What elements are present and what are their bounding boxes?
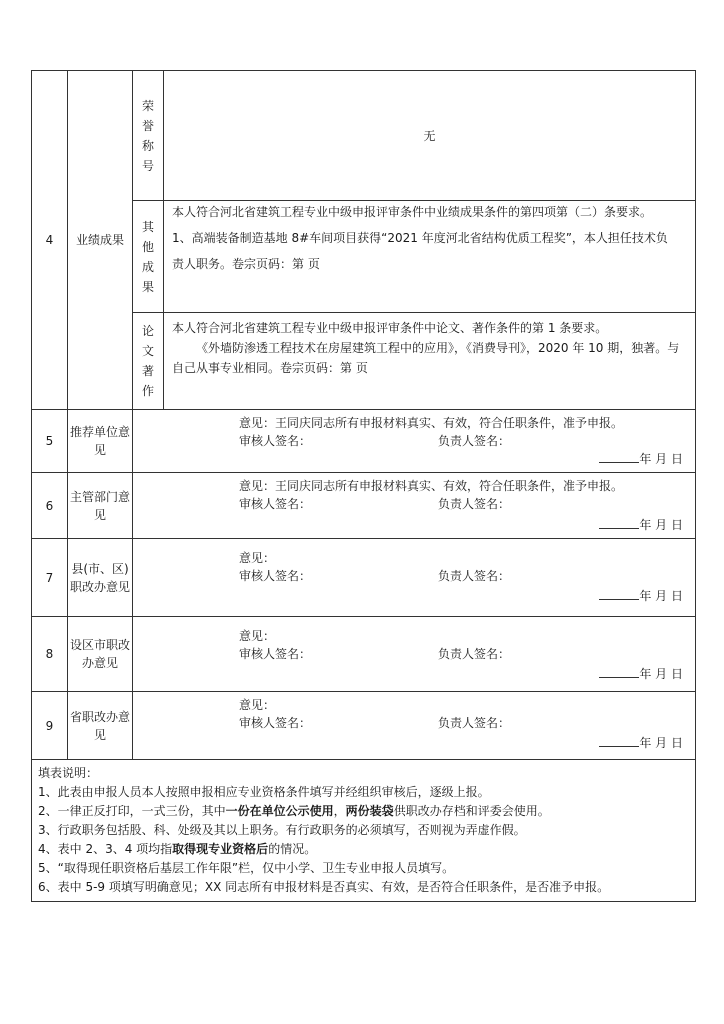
note-item [38, 802, 689, 821]
opinion-text: 意见：王同庆同志所有申报材料真实、有效，符合任职条件，准予申报。 [239, 416, 624, 430]
row-city-office [32, 617, 696, 692]
notes-cell [32, 760, 696, 902]
row-number: 7 [32, 539, 68, 617]
other-achievements-line: 责人职务。卷宗页码：第 页 [172, 257, 320, 271]
date-field [599, 587, 683, 605]
papers-line: 本人符合河北省建筑工程专业中级申报评审条件中论文、著作条件的第 1 条要求。 [172, 321, 608, 335]
row-achievements-honor [32, 71, 696, 201]
papers-label [133, 313, 164, 410]
note-text: 2、一律正反打印，一式三份，其中 [38, 804, 226, 818]
date-field [599, 450, 683, 468]
papers-line: 《外墙防渗透工程技术在房屋建筑工程中的应用》，《消费导刊》，2020 年 10 期，独著。与 [196, 341, 680, 355]
row-recommend-unit [32, 410, 696, 473]
chief-signature-label: 负责人签名： [438, 497, 511, 511]
row-province-office [32, 692, 696, 760]
opinion-text: 意见： [239, 629, 276, 643]
chief-signature-label: 负责人签名： [438, 434, 511, 448]
date-field [599, 665, 683, 683]
note-item [38, 840, 689, 859]
note-emphasis: 一份在单位公示使用 [225, 804, 334, 818]
papers-cell [164, 313, 696, 410]
note-item: 1、此表由申报人员本人按照申报相应专业资格条件填写并经组织审核后，逐级上报。 [38, 785, 490, 799]
date-label: 年 月 日 [639, 589, 683, 603]
date-field [599, 734, 683, 752]
opinion-cell [133, 473, 696, 539]
opinion-cell [133, 692, 696, 760]
note-text: 4、表中 2、3、4 项均指 [38, 842, 173, 856]
honor-title-value: 无 [164, 71, 696, 201]
row-label: 县(市、区)职改办意见 [68, 539, 133, 617]
reviewer-signature-label: 审核人签名： [239, 647, 312, 661]
other-achievements-cell [164, 201, 696, 313]
note-text: 供职改办存档和评委会使用。 [393, 804, 550, 818]
chief-signature-label: 负责人签名： [438, 647, 511, 661]
row-notes [32, 760, 696, 902]
opinion-text: 意见： [239, 551, 276, 565]
chief-signature-label: 负责人签名： [438, 716, 511, 730]
note-emphasis: 两份装袋 [345, 804, 394, 818]
opinion-text: 意见：王同庆同志所有申报材料真实、有效，符合任职条件，准予申报。 [239, 479, 624, 493]
date-label: 年 月 日 [639, 452, 683, 466]
note-text: 的情况。 [268, 842, 317, 856]
date-field [599, 516, 683, 534]
note-item: 3、行政职务包括股、科、处级及其以上职务。有行政职务的必须填写，否则视为弄虚作假。 [38, 823, 526, 837]
row-label: 省职改办意见 [68, 692, 133, 760]
row-county-office [32, 539, 696, 617]
row-number: 4 [32, 71, 68, 410]
note-text: ， [333, 804, 346, 818]
reviewer-signature-label: 审核人签名： [239, 434, 312, 448]
reviewer-signature-label: 审核人签名： [239, 497, 312, 511]
application-form-table [31, 70, 696, 902]
row-number: 5 [32, 410, 68, 473]
honor-title-label-text: 荣誉称号 [141, 98, 154, 173]
row-number: 9 [32, 692, 68, 760]
notes-title: 填表说明： [38, 766, 99, 780]
other-achievements-label-text: 其他成果 [141, 219, 154, 294]
papers-line: 自己从事专业相同。卷宗页码：第 页 [172, 361, 368, 375]
opinion-text: 意见： [239, 698, 276, 712]
date-label: 年 月 日 [639, 667, 683, 681]
reviewer-signature-label: 审核人签名： [239, 716, 312, 730]
row-number: 8 [32, 617, 68, 692]
honor-title-label [133, 71, 164, 201]
date-label: 年 月 日 [639, 518, 683, 532]
row-label: 设区市职改办意见 [68, 617, 133, 692]
other-achievements-line: 本人符合河北省建筑工程专业中级申报评审条件中业绩成果条件的第四项第（二）条要求。 [172, 205, 653, 219]
note-item: 5、“取得现任职资格后基层工作年限”栏，仅中小学、卫生专业申报人员填写。 [38, 861, 455, 875]
opinion-cell [133, 539, 696, 617]
row-number: 6 [32, 473, 68, 539]
other-achievements-line: 1、高端装备制造基地 8#车间项目获得“2021 年度河北省结构优质工程奖”，本人担任技术负 [172, 231, 668, 245]
opinion-cell [133, 410, 696, 473]
row-label: 主管部门意见 [68, 473, 133, 539]
row-label: 推荐单位意见 [68, 410, 133, 473]
date-label: 年 月 日 [639, 736, 683, 750]
other-achievements-label [133, 201, 164, 313]
row-supervisor-dept [32, 473, 696, 539]
note-emphasis: 取得现专业资格后 [172, 842, 269, 856]
reviewer-signature-label: 审核人签名： [239, 569, 312, 583]
note-item: 6、表中 5-9 项填写明确意见；XX 同志所有申报材料是否真实、有效，是否符合任职条件，是否准予申报。 [38, 880, 610, 894]
chief-signature-label: 负责人签名： [438, 569, 511, 583]
row-label: 业绩成果 [68, 71, 133, 410]
papers-label-text: 论文著作 [141, 324, 154, 398]
opinion-cell [133, 617, 696, 692]
